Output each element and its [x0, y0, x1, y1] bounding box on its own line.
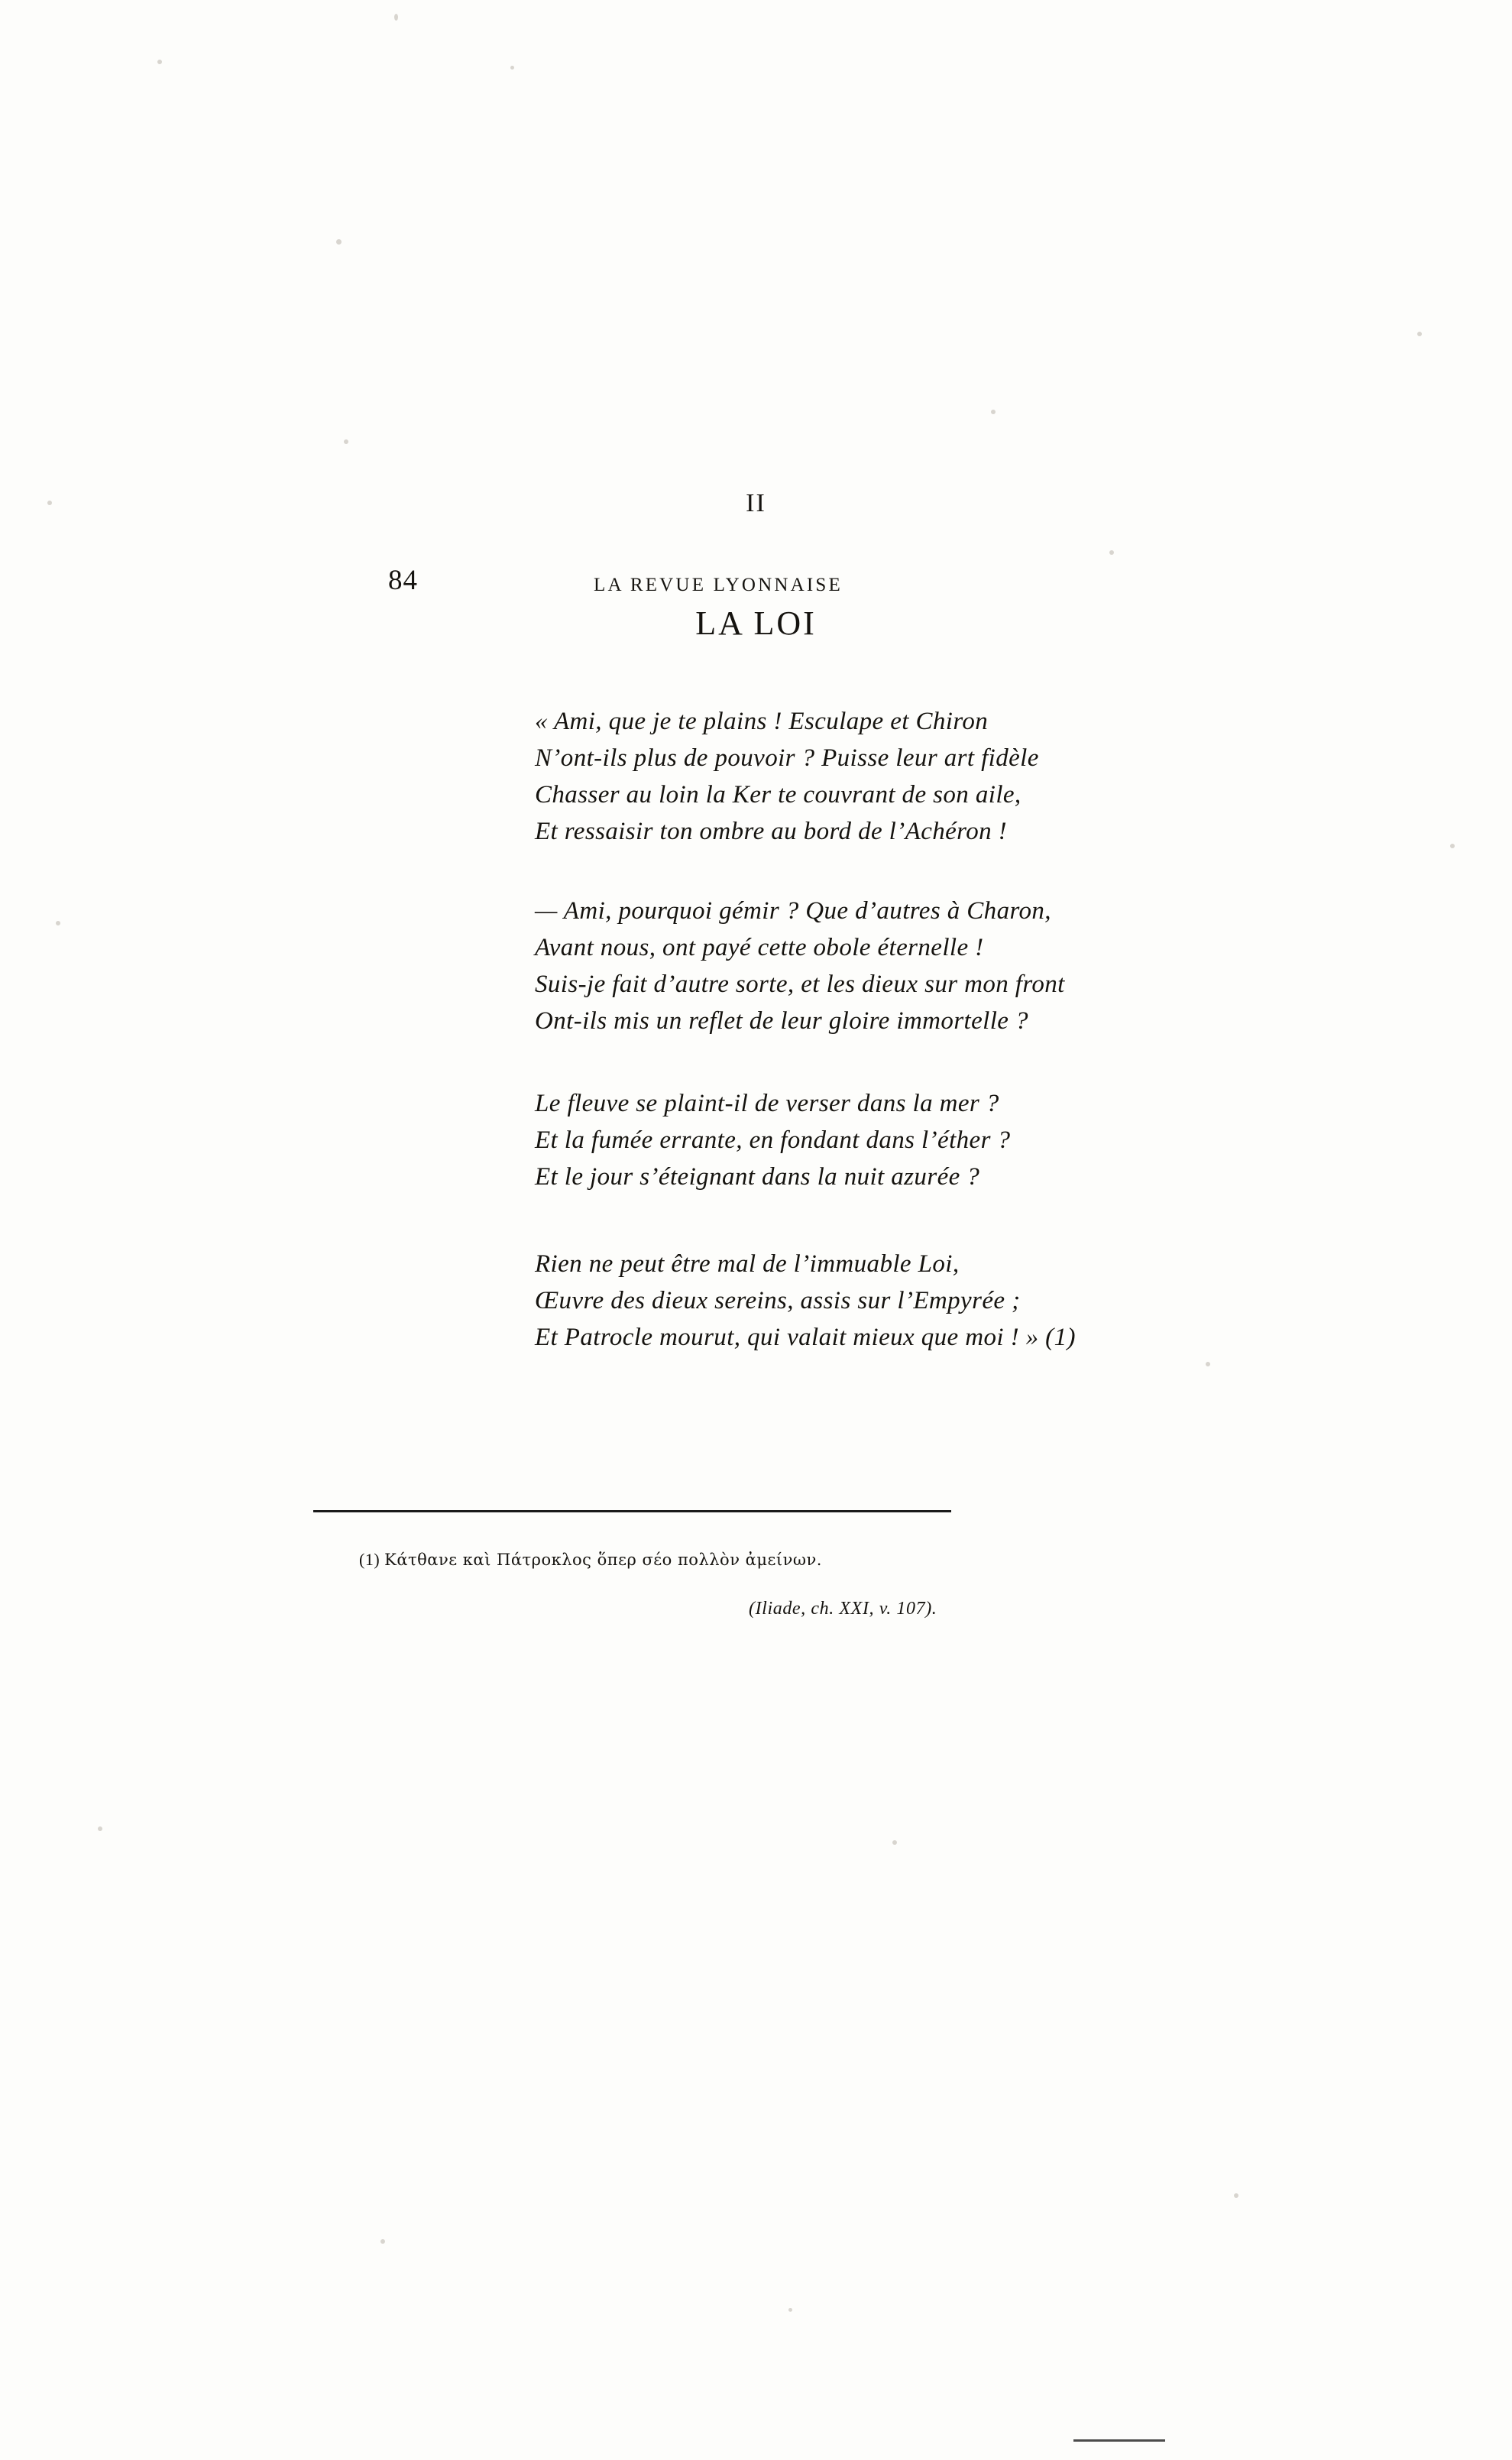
paper-speck [788, 2308, 792, 2312]
footnote-marker: (1) [359, 1550, 380, 1569]
verse-line: Et la fumée errante, en fondant dans l’éther ? [535, 1126, 1011, 1154]
verse-line: Le fleuve se plaint-il de verser dans la mer ? [535, 1090, 999, 1117]
footnote-divider [313, 1510, 951, 1512]
verse-line: N’ont-ils plus de pouvoir ? Puisse leur art fidèle [535, 744, 1039, 772]
stanza [535, 703, 1345, 850]
verse-line: Chasser au loin la Ker te couvrant de son aile, [535, 781, 1021, 809]
verse-line: Et ressaisir ton ombre au bord de l’Achéron ! [535, 818, 1008, 845]
paper-speck [1450, 844, 1455, 848]
paper-speck [98, 1826, 102, 1831]
section-number: II [746, 489, 766, 517]
paper-speck [336, 239, 342, 245]
paper-speck [157, 60, 162, 64]
paper-speck [1109, 550, 1114, 555]
footnote-source-text: (Iliade, ch. XXI, v. 107). [749, 1599, 937, 1619]
page-number: 84 [388, 565, 418, 596]
verse-line: « Ami, que je te plains ! Esculape et Chiron [535, 708, 989, 735]
verse-line: — Ami, pourquoi gémir ? Que d’autres à Charon, [535, 897, 1051, 925]
verse-line: Ont-ils mis un reflet de leur gloire immortelle ? [535, 1007, 1028, 1035]
paper-speck [344, 439, 348, 444]
paper-speck [510, 66, 514, 70]
paper-speck [56, 921, 60, 925]
stanza [535, 1085, 1345, 1195]
verse-line: Suis-je fait d’autre sorte, et les dieux sur mon front [535, 971, 1065, 998]
verse-line: Avant nous, ont payé cette obole éternelle ! [535, 934, 984, 961]
verse-line: Œuvre des dieux sereins, assis sur l’Empyrée ; [535, 1287, 1021, 1314]
journal-title: LA REVUE LYONNAISE [594, 575, 843, 595]
verse-line: Et Patrocle mourut, qui valait mieux que moi ! » (1) [535, 1324, 1076, 1351]
paper-speck [1417, 332, 1422, 336]
footnote [359, 1550, 1200, 1570]
paper-speck [991, 410, 996, 414]
page-bottom-mark [1073, 2439, 1165, 2442]
footnote-source [749, 1599, 1284, 1619]
paper-speck [380, 2239, 385, 2244]
page-title: LA LOI [695, 604, 817, 642]
paper-speck [394, 14, 398, 21]
stanza [535, 1246, 1345, 1356]
footnote-text: Κάτθανε καὶ Πάτροκλος ὅπερ σέο πολλὸν ἀμείνων. [384, 1551, 822, 1569]
poem-body [535, 703, 1345, 1389]
stanza [535, 893, 1345, 1039]
paper-speck [892, 1840, 897, 1845]
paper-speck [1234, 2193, 1238, 2198]
verse-line: Rien ne peut être mal de l’immuable Loi, [535, 1250, 960, 1278]
verse-line: Et le jour s’éteignant dans la nuit azurée ? [535, 1163, 980, 1191]
